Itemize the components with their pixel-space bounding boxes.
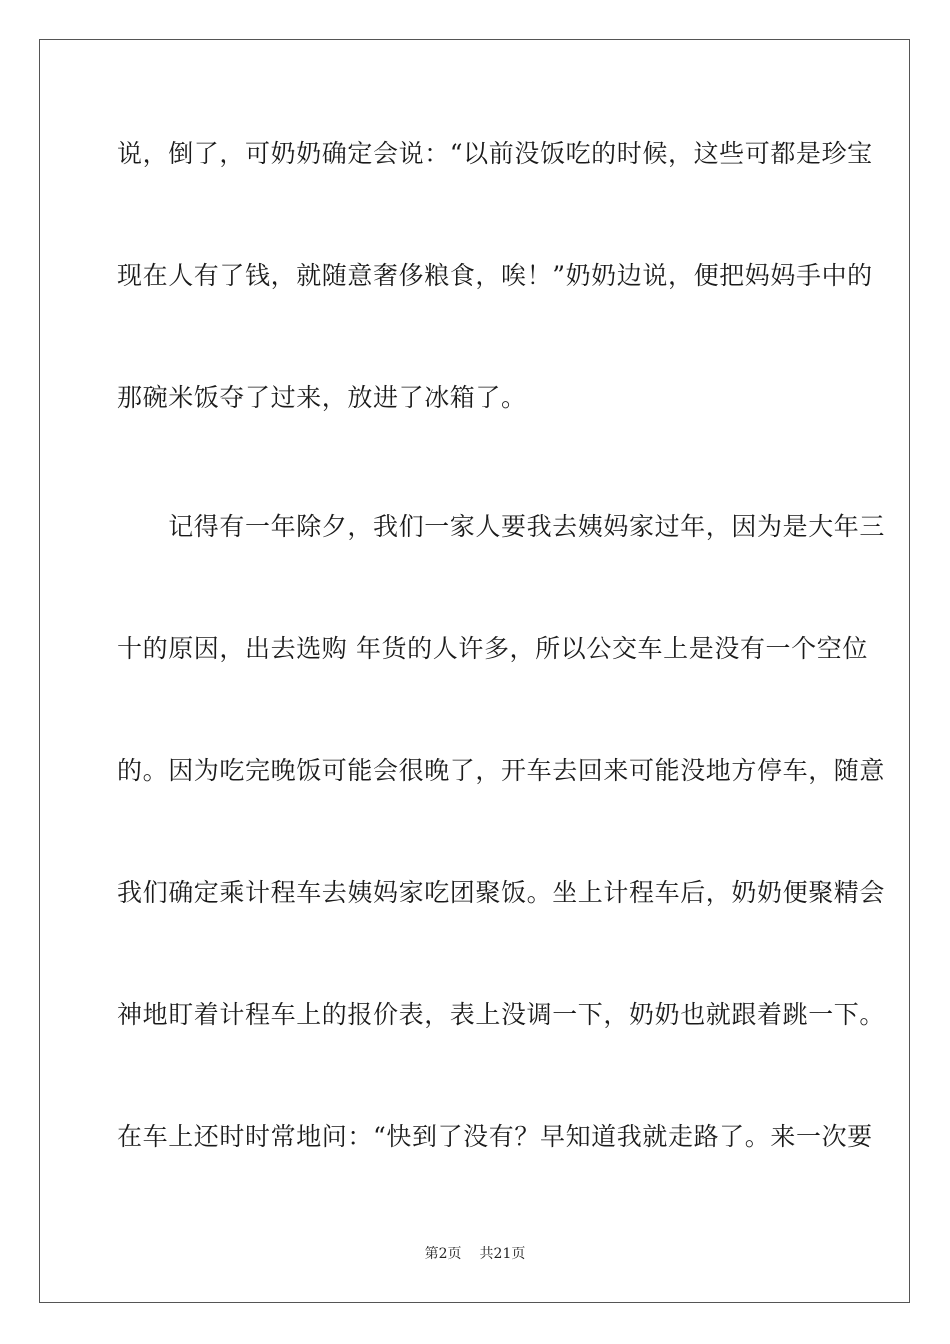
text-line-8: 神地盯着计程车上的报价表，表上没调一下，奶奶也就跟着跳一下。	[117, 1000, 886, 1029]
text-line-7: 我们确定乘计程车去姨妈家吃团聚饭。坐上计程车后，奶奶便聚精会	[117, 878, 886, 907]
text-line-3: 那碗米饭夺了过来，放进了冰箱了。	[117, 383, 527, 412]
text-line-2: 现在人有了钱，就随意奢侈粮食，唉！”奶奶边说，便把妈妈手中的	[117, 261, 873, 290]
page-footer	[0, 1245, 950, 1263]
page-number: 第2页	[424, 1246, 462, 1262]
text-line-6: 的。因为吃完晚饭可能会很晚了，开车去回来可能没地方停车，随意	[117, 756, 886, 785]
text-line-4: 记得有一年除夕，我们一家人要我去姨妈家过年，因为是大年三	[117, 512, 886, 541]
page-total: 共21页	[479, 1246, 526, 1262]
page-border	[39, 39, 910, 1303]
text-line-9: 在车上还时时常地问：“快到了没有？早知道我就走路了。来一次要	[117, 1122, 873, 1151]
text-line-1: 说，倒了，可奶奶确定会说：“以前没饭吃的时候，这些可都是珍宝	[117, 139, 873, 168]
text-line-5: 十的原因，出去选购 年货的人许多，所以公交车上是没有一个空位	[117, 634, 868, 663]
